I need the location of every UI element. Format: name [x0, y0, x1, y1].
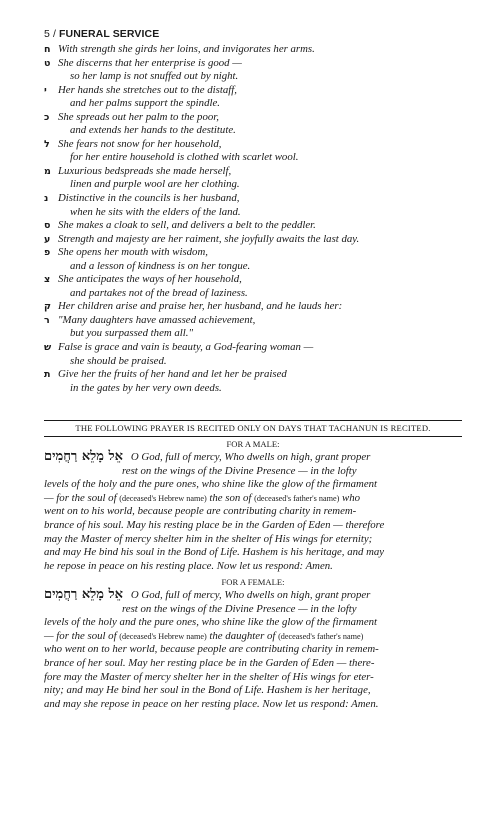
hebrew-letter-marker: כ: [44, 111, 50, 123]
hebrew-incipit: אֵל מָלֵא רַחֲמִים: [44, 449, 123, 464]
hebrew-letter-marker: פ: [44, 247, 51, 259]
verse-line: Luxurious bedspreads she made herself,: [58, 164, 232, 177]
verse-item: [44, 233, 464, 247]
prayer-text-male: [44, 450, 462, 573]
hebrew-letter-marker: ח: [44, 44, 51, 55]
hebrew-letter-marker: ס: [44, 220, 51, 232]
hebrew-letter-marker: ק: [44, 301, 51, 313]
prayer-line: nity; and may He bind her soul in the Bond of Life. Hashem is her heritage,: [44, 684, 371, 697]
prayer-line: brance of his soul. May his resting place be in the Garden of Eden — therefore: [44, 518, 385, 531]
hebrew-letter-marker: ט: [44, 57, 51, 69]
hebrew-letter-marker: ל: [44, 138, 50, 150]
prayer-line: — for the soul of (deceased's Hebrew name) the son of (deceased's father's name) who: [44, 491, 361, 504]
prayer-section-female: [44, 576, 462, 711]
hebrew-letter-marker: ש: [44, 342, 52, 354]
verse-item: [44, 111, 464, 138]
prayer-line: fore may the Master of mercy shelter her in the shelter of His wings for eter-: [44, 670, 374, 683]
verse-item: [44, 57, 464, 84]
running-header: [44, 28, 159, 40]
verse-item: [44, 341, 464, 368]
prayer-line: he repose in peace on his resting place. Now let us respond: Amen.: [44, 559, 333, 572]
verse-line: when he sits with the elders of the land.: [70, 205, 241, 218]
prayer-line: rest on the wings of the Divine Presence — in the lofty: [122, 602, 357, 615]
verse-line: She opens her mouth with wisdom,: [58, 246, 208, 259]
verse-item: [44, 219, 464, 233]
hebrew-letter-marker: צ: [44, 274, 51, 286]
divider-top: [44, 420, 462, 421]
hebrew-letter-marker: ת: [44, 369, 51, 381]
verse-item: [44, 300, 464, 314]
verse-line: Give her the fruits of her hand and let her be praised: [58, 368, 287, 381]
divider-bottom: [44, 436, 462, 437]
verse-line: Her children arise and praise her, her husband, and he lauds her:: [58, 300, 343, 313]
hebrew-letter-marker: ע: [44, 233, 51, 245]
prayer-text-female: [44, 588, 462, 711]
verse-line: and partakes not of the bread of laziness.: [70, 286, 248, 299]
verse-item: [44, 84, 464, 111]
placeholder-father-name: (deceased's father's name): [254, 493, 340, 503]
verse-item: [44, 314, 464, 341]
prayer-line: may the Master of mercy shelter him in the shelter of His wings for eternity;: [44, 532, 373, 545]
prayer-section-male: [44, 438, 462, 573]
verse-line: and extends her hands to the destitute.: [70, 124, 236, 137]
placeholder-hebrew-name: (deceased's Hebrew name): [119, 631, 207, 641]
hebrew-letter-marker: מ: [44, 165, 51, 177]
verse-item: [44, 368, 464, 395]
verse-line: but you surpassed them all.": [70, 327, 193, 340]
hebrew-letter-marker: נ: [44, 193, 49, 205]
placeholder-father-name: (deceased's father's name): [278, 631, 364, 641]
verse-line: she should be praised.: [70, 354, 167, 367]
verse-line: She spreads out her palm to the poor,: [58, 110, 219, 123]
prayer-line: went on to his world, because people are contributing charity in remem-: [44, 505, 357, 518]
verse-line: and her palms support the spindle.: [70, 97, 220, 110]
prayer-line: אֵל מָלֵא רַחֲמִים O God, full of mercy, Who dwells on high, grant proper: [44, 587, 371, 602]
hebrew-letter-marker: י: [44, 84, 47, 96]
verse-line: for her entire household is clothed with scarlet wool.: [70, 151, 299, 164]
section-heading-female: FOR A FEMALE:: [221, 577, 285, 587]
prayer-line: אֵל מָלֵא רַחֲמִים O God, full of mercy, Who dwells on high, grant proper: [44, 449, 371, 464]
verse-line: She discerns that her enterprise is good —: [58, 56, 242, 69]
verse-line: She fears not snow for her household,: [58, 137, 222, 150]
verse-line: in the gates by her very own deeds.: [70, 381, 222, 394]
prayer-line: who went on to her world, because people are contributing charity in remem-: [44, 643, 379, 656]
page-number: 5 /: [44, 28, 56, 40]
verse-list: [44, 43, 464, 395]
placeholder-hebrew-name: (deceased's Hebrew name): [119, 493, 207, 503]
prayer-line: and may she repose in peace on her resting place. Now let us respond: Amen.: [44, 697, 379, 710]
verse-item: [44, 165, 464, 192]
verse-line: linen and purple wool are her clothing.: [70, 178, 240, 191]
verse-line: She makes a cloak to sell, and delivers a belt to the peddler.: [58, 219, 316, 232]
section-title: FUNERAL SERVICE: [59, 28, 160, 40]
verse-item: [44, 43, 464, 57]
verse-item: [44, 273, 464, 300]
recital-notice: THE FOLLOWING PRAYER IS RECITED ONLY ON DAYS THAT TACHANUN IS RECITED.: [75, 423, 431, 433]
verse-item: [44, 192, 464, 219]
verse-line: Distinctive in the councils is her husband,: [58, 192, 240, 205]
verse-line: so her lamp is not snuffed out by night.: [70, 70, 239, 83]
verse-line: False is grace and vain is beauty, a God-fearing woman —: [58, 341, 314, 354]
prayer-line: — for the soul of (deceased's Hebrew name) the daughter of (deceased's father's name): [44, 629, 364, 642]
verse-line: "Many daughters have amassed achievement,: [58, 313, 256, 326]
verse-line: With strength she girds her loins, and invigorates her arms.: [58, 43, 315, 55]
prayer-line: and may He bind his soul in the Bond of Life. Hashem is his heritage, and may: [44, 546, 385, 559]
section-heading-male: FOR A MALE:: [226, 439, 280, 449]
verse-line: Strength and majesty are her raiment, she joyfully awaits the last day.: [58, 232, 360, 245]
prayer-line: levels of the holy and the pure ones, who shine like the glow of the firmament: [44, 616, 378, 629]
verse-item: [44, 246, 464, 273]
verse-line: Her hands she stretches out to the distaff,: [58, 83, 237, 96]
hebrew-letter-marker: ר: [44, 314, 50, 326]
prayer-line: levels of the holy and the pure ones, who shine like the glow of the firmament: [44, 478, 378, 491]
prayer-line: brance of her soul. May her resting place be in the Garden of Eden — there-: [44, 656, 375, 669]
hebrew-incipit: אֵל מָלֵא רַחֲמִים: [44, 587, 123, 602]
verse-line: and a lesson of kindness is on her tongue.: [70, 259, 251, 272]
verse-item: [44, 138, 464, 165]
prayer-line: rest on the wings of the Divine Presence — in the lofty: [122, 464, 357, 477]
verse-line: She anticipates the ways of her household,: [58, 273, 242, 286]
